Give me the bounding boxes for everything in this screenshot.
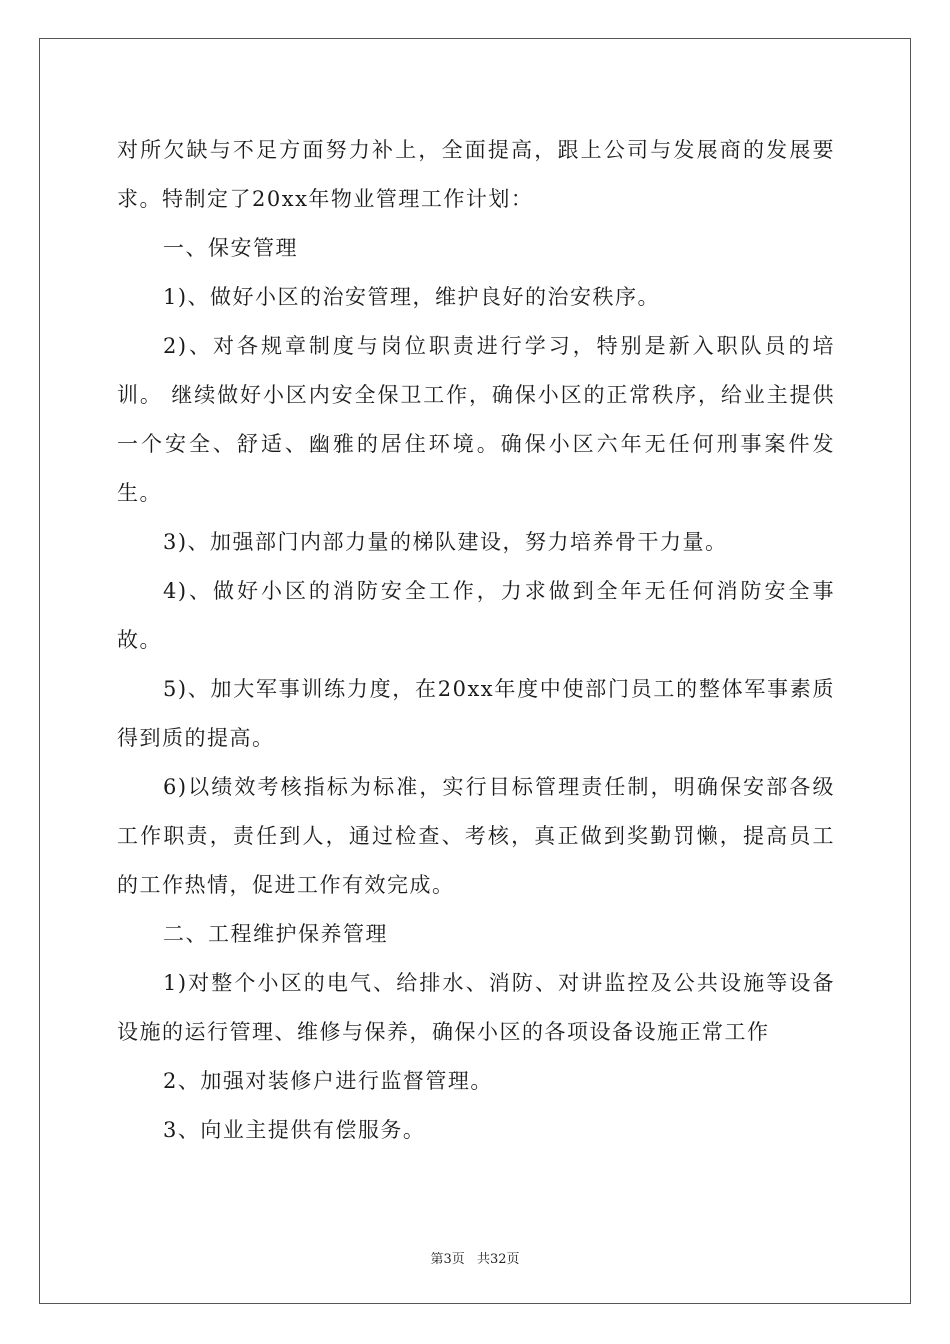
list-item: 2、加强对装修户进行监督管理。 xyxy=(163,1069,493,1093)
list-item: 2)、对各规章制度与岗位职责进行学习，特别是新入职队员的培训。 继续做好小区内安全保卫工作，确保小区的正常秩序，给业主提供一个安全、舒适、幽雅的居住环境。确保小区六年无任何刑事案件发生。 xyxy=(117,334,835,505)
section-heading-security: 一、保安管理 xyxy=(163,236,298,260)
total-pages: 共32页 xyxy=(476,1252,520,1267)
list-item: 1)、做好小区的治安管理，维护良好的治安秩序。 xyxy=(163,285,661,309)
list-item: 1)对整个小区的电气、给排水、消防、对讲监控及公共设施等设备设施的运行管理、维修与保养，确保小区的各项设备设施正常工作 xyxy=(117,971,835,1044)
list-item: 6)以绩效考核指标为标准，实行目标管理责任制，明确保安部各级工作职责，责任到人，通过检查、考核，真正做到奖勤罚懒，提高员工的工作热情，促进工作有效完成。 xyxy=(117,775,835,897)
list-item: 3、向业主提供有偿服务。 xyxy=(163,1118,426,1142)
page-number: 第3页 xyxy=(430,1252,465,1267)
list-item: 5)、加大军事训练力度，在20xx年度中使部门员工的整体军事素质得到质的提高。 xyxy=(117,677,835,750)
document-body xyxy=(117,126,835,1155)
page-footer xyxy=(0,1248,950,1267)
list-item: 3)、加强部门内部力量的梯队建设，努力培养骨干力量。 xyxy=(163,530,728,554)
paragraph-intro: 对所欠缺与不足方面努力补上，全面提高，跟上公司与发展商的发展要求。特制定了20xx年物业管理工作计划： xyxy=(117,138,835,211)
list-item: 4)、做好小区的消防安全工作，力求做到全年无任何消防安全事故。 xyxy=(117,579,835,652)
section-heading-engineering: 二、工程维护保养管理 xyxy=(163,922,388,946)
